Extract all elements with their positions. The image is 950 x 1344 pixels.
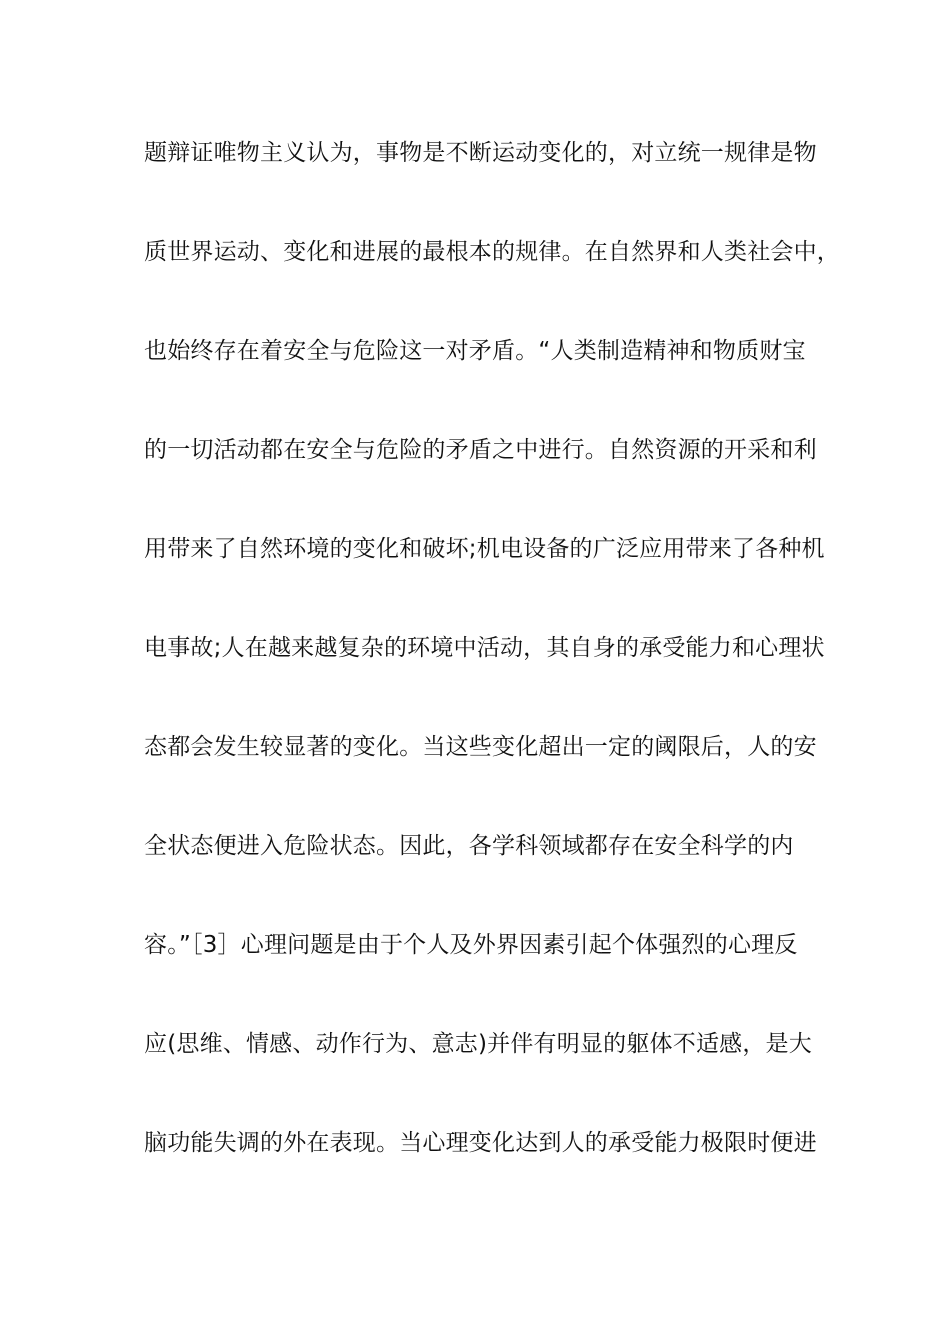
text-line-8: 全状态便进入危险状态。因此，各学科领域都存在安全科学的内 — [144, 833, 794, 859]
text-line-6: 电事故;人在越来越复杂的环境中活动，其自身的承受能力和心理状 — [144, 635, 825, 661]
text-line-1: 题辩证唯物主义认为，事物是不断运动变化的，对立统一规律是物 — [144, 140, 817, 166]
text-line-9: 容。”［3］心理问题是由于个人及外界因素引起个体强烈的心理反 — [144, 932, 798, 958]
text-line-7: 态都会发生较显著的变化。当这些变化超出一定的阈限后，人的安 — [144, 734, 817, 760]
text-line-5: 用带来了自然环境的变化和破坏;机电设备的广泛应用带来了各种机 — [144, 536, 825, 562]
text-line-2: 质世界运动、变化和进展的最根本的规律。在自然界和人类社会中， — [144, 239, 840, 265]
text-line-10: 应(思维、情感、动作行为、意志)并伴有明显的躯体不适感，是大 — [144, 1031, 812, 1057]
text-line-11: 脑功能失调的外在表现。当心理变化达到人的承受能力极限时便进 — [144, 1130, 817, 1156]
body-text — [144, 131, 840, 1220]
text-line-4: 的一切活动都在安全与危险的矛盾之中进行。自然资源的开采和利 — [144, 437, 817, 463]
text-line-3: 也始终存在着安全与危险这一对矛盾。“人类制造精神和物质财宝 — [144, 338, 806, 364]
